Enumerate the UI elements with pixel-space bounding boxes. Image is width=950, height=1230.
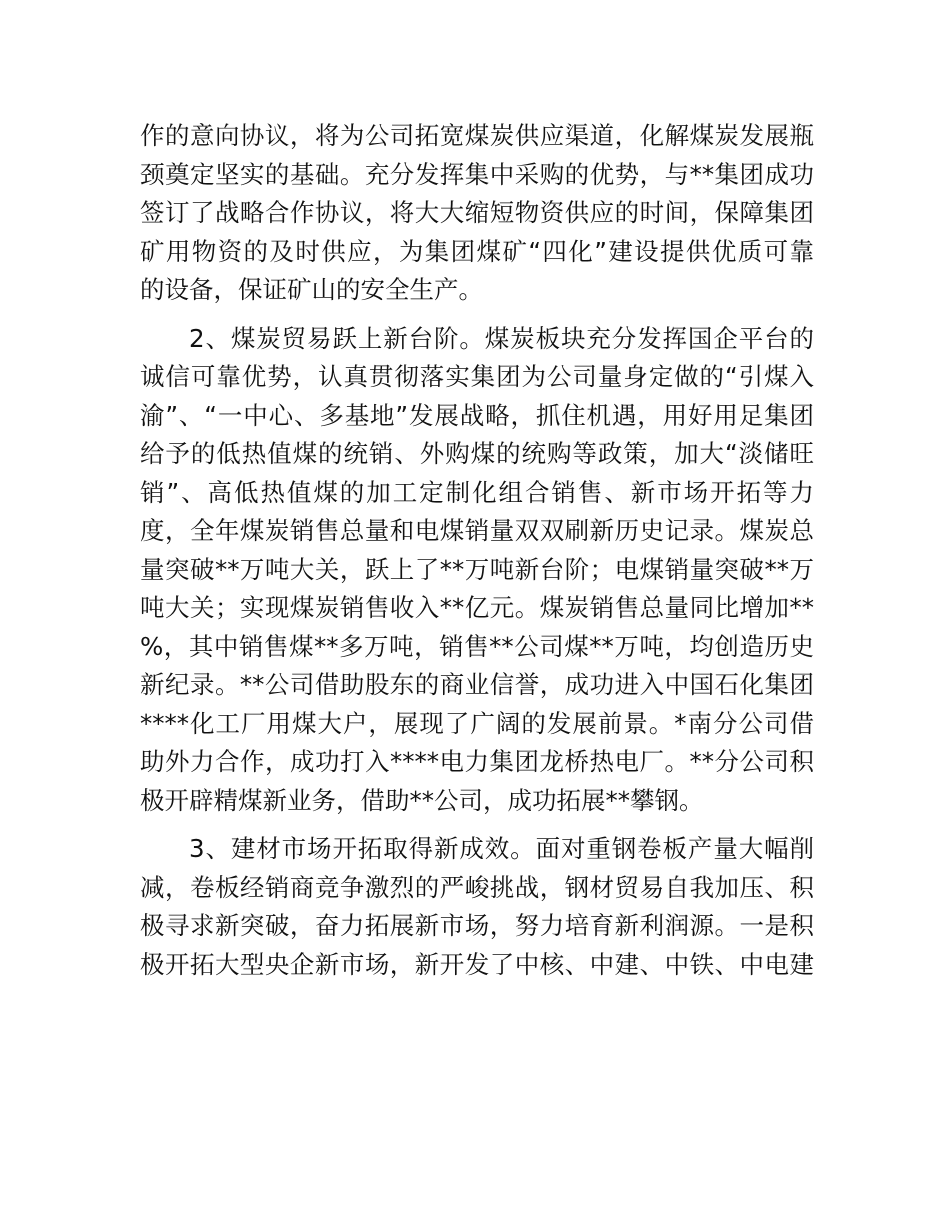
text-line: 极寻求新突破，奋力拓展新市场，努力培育新利润源。一是积 — [140, 911, 814, 940]
text-line: 作的意向协议，将为公司拓宽煤炭供应渠道，化解煤炭发展瓶 — [140, 121, 814, 150]
paragraph-building-materials — [140, 830, 814, 984]
text-line: 销”、高低热值煤的加工定制化组合销售、新市场开拓等力 — [140, 477, 814, 507]
text-line: 矿用物资的及时供应，为集团煤矿“四化”建设提供优质可靠 — [140, 236, 814, 266]
text-line: 度，全年煤炭销售总量和电煤销量双双刷新历史记录。煤炭总 — [140, 516, 814, 545]
text-line: 吨大关；实现煤炭销售收入**亿元。煤炭销售总量同比增加** — [140, 593, 814, 622]
text-line: 减，卷板经销商竞争激烈的严峻挑战，钢材贸易自我加压、积 — [140, 872, 814, 902]
text-line: 助外力合作，成功打入****电力集团龙桥热电厂。**分公司积 — [140, 747, 814, 776]
document-body — [140, 117, 814, 984]
text-line: 3、建材市场开拓取得新成效。面对重钢卷板产量大幅削 — [189, 834, 814, 863]
text-line: 极开拓大型央企新市场，新开发了中核、中建、中铁、中电建 — [140, 949, 814, 979]
text-line: 给予的低热值煤的统销、外购煤的统购等政策，加大“淡储旺 — [140, 439, 814, 468]
text-line: %，其中销售煤**多万吨，销售**公司煤**万吨，均创造历史 — [140, 631, 814, 661]
text-line: 新纪录。**公司借助股东的商业信誉，成功进入中国石化集团 — [140, 670, 814, 699]
text-line: 诚信可靠优势，认真贯彻落实集团为公司量身定做的“引煤入 — [140, 362, 814, 391]
text-line: 量突破**万吨大关，跃上了**万吨新台阶；电煤销量突破**万 — [140, 554, 814, 584]
text-line: 极开辟精煤新业务，借助**公司，成功拓展**攀钢。 — [140, 785, 704, 815]
text-line: 签订了战略合作协议，将大大缩短物资供应的时间，保障集团 — [140, 198, 814, 227]
text-line: 渝”、“一中心、多基地”发展战略，抓住机遇，用好用足集团 — [140, 400, 814, 430]
text-line: 的设备，保证矿山的安全生产。 — [140, 275, 483, 304]
text-line: 2、煤炭贸易跃上新台阶。煤炭板块充分发挥国企平台的 — [189, 323, 814, 353]
paragraph-coal-trade — [140, 320, 814, 821]
text-line: 颈奠定坚实的基础。充分发挥集中采购的优势，与**集团成功 — [140, 159, 814, 189]
paragraph-spacer — [140, 820, 814, 830]
paragraph-spacer — [140, 310, 814, 320]
paragraph-procurement-end — [140, 117, 814, 310]
text-line: ****化工厂用煤大户，展现了广阔的发展前景。*南分公司借 — [140, 708, 814, 738]
